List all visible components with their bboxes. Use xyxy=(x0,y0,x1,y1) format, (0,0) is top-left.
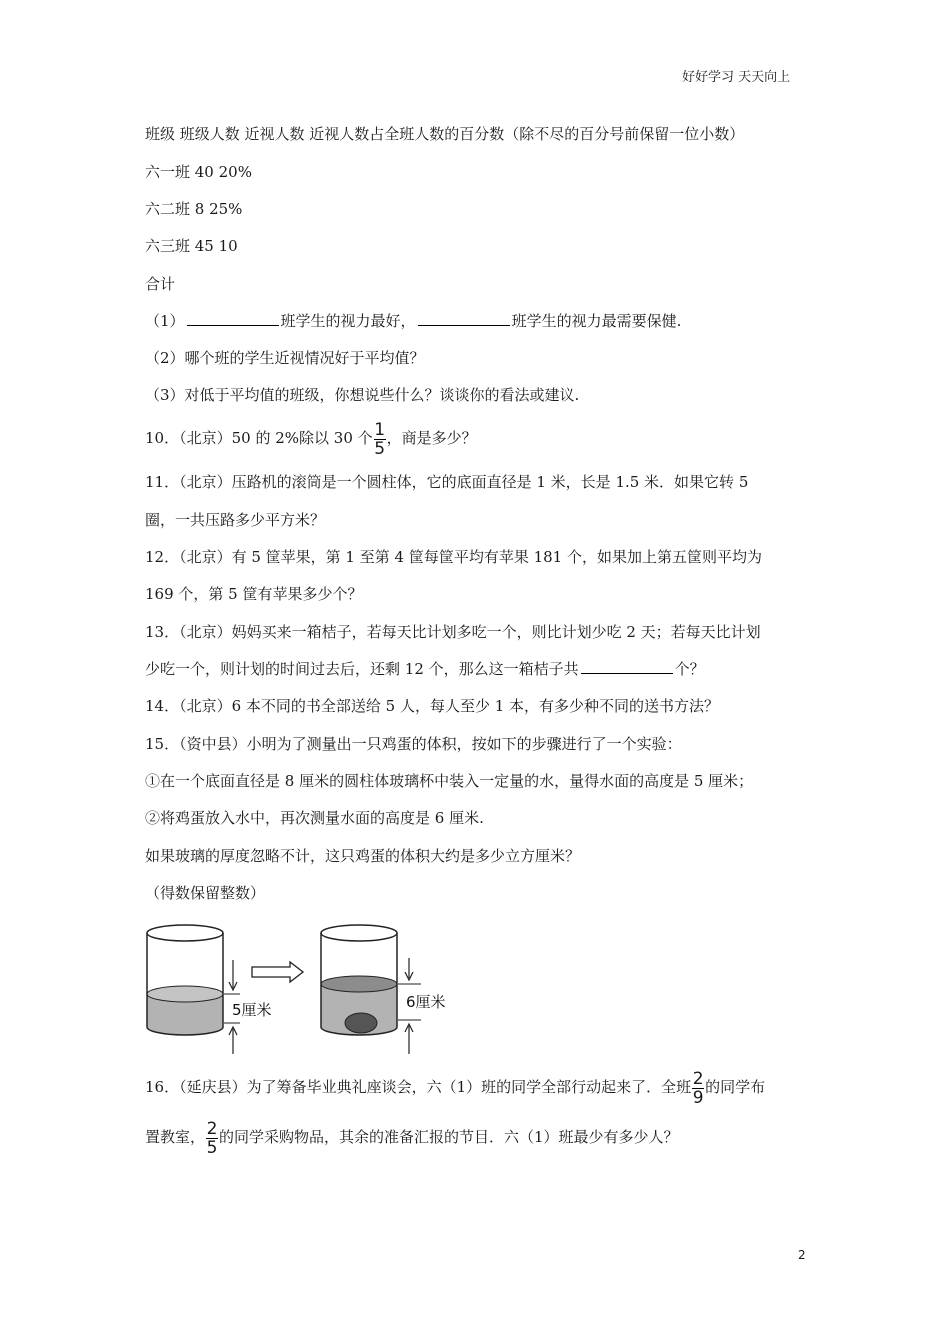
question-15-line2: ①在一个底面直径是 8 厘米的圆柱体玻璃杯中装入一定量的水，量得水面的高度是 5 厘米； xyxy=(145,772,754,790)
transition-arrow xyxy=(252,962,303,982)
table-header: 班级 班级人数 近视人数 近视人数占全班人数的百分数（除不尽的百分号前保留一位小数） xyxy=(145,125,745,143)
question-9-3: （3）对低于平均值的班级，你想说些什么？谈谈你的看法或建议. xyxy=(145,386,580,404)
fraction-denominator: 9 xyxy=(692,1087,704,1108)
table-row: 六一班 40 20% xyxy=(145,163,252,181)
question-13-line1: 13．（北京）妈妈买来一箱桔子，若每天比计划多吃一个，则比计划少吃 2 天；若每天比计划 xyxy=(145,623,761,641)
q16-text: 16．（延庆县）为了筹备毕业典礼座谈会，六（1）班的同学全部行动起来了．全班 xyxy=(145,1078,692,1096)
fraction-q16-b xyxy=(206,1118,218,1158)
cylinder-before xyxy=(147,925,223,1035)
fraction-denominator: 5 xyxy=(374,438,386,459)
question-14: 14．（北京）6 本不同的书全部送给 5 人，每人至少 1 本，有多少种不同的送书方法？ xyxy=(145,697,720,715)
question-13-line2 xyxy=(145,659,705,679)
question-9-2: （2）哪个班的学生近视情况好于平均值？ xyxy=(145,349,425,367)
fraction-numerator: 2 xyxy=(206,1118,218,1139)
q16-text-end: 的同学布 xyxy=(705,1078,766,1096)
page-header: 好好学习 天天向上 xyxy=(682,70,791,85)
cylinder-after xyxy=(321,925,397,1035)
q10-text-end: ，商是多少？ xyxy=(386,429,477,447)
question-15-line3: ②将鸡蛋放入水中，再次测量水面的高度是 6 厘米. xyxy=(145,809,484,827)
table-total: 合计 xyxy=(145,275,176,293)
question-16-line1 xyxy=(145,1067,765,1107)
answer-blank[interactable] xyxy=(187,311,279,326)
question-12-line2: 169 个，第 5 筐有苹果多少个？ xyxy=(145,585,363,603)
fraction-q10 xyxy=(374,419,386,459)
question-11-line2: 圈，一共压路多少平方米？ xyxy=(145,511,326,529)
fraction-numerator: 1 xyxy=(374,419,386,440)
question-15-line1: 15．（资中县）小明为了测量出一只鸡蛋的体积，按如下的步骤进行了一个实验： xyxy=(145,735,682,753)
question-11-line1: 11．（北京）压路机的滚筒是一个圆柱体，它的底面直径是 1 米，长是 1.5 米．如果它转 5 xyxy=(145,473,749,491)
q9-1-middle: 班学生的视力最好， xyxy=(280,312,416,330)
table-row: 六二班 8 25% xyxy=(145,200,243,218)
q16-text-2-end: 的同学采购物品，其余的准备汇报的节目．六（1）班最少有多少人？ xyxy=(219,1128,679,1146)
question-10 xyxy=(145,420,477,457)
q16-text-2: 置教室， xyxy=(145,1128,206,1146)
q9-1-suffix: 班学生的视力最需要保健. xyxy=(511,312,682,330)
question-15-line5: （得数保留整数） xyxy=(145,884,266,902)
q9-1-prefix: （1） xyxy=(145,312,185,330)
q13-text: 少吃一个，则计划的时间过去后，还剩 12 个，那么这一箱桔子共 xyxy=(145,660,579,678)
question-9-1 xyxy=(145,311,681,331)
question-15-line4: 如果玻璃的厚度忽略不计，这只鸡蛋的体积大约是多少立方厘米？ xyxy=(145,847,581,865)
page-number: 2 xyxy=(798,1248,806,1262)
q13-text-end: 个？ xyxy=(674,660,705,678)
answer-blank[interactable] xyxy=(418,311,510,326)
answer-blank[interactable] xyxy=(581,659,673,674)
egg-shape xyxy=(345,1013,377,1033)
cylinder-experiment-figure xyxy=(140,910,470,1064)
cylinder-diagram xyxy=(140,910,470,1060)
table-row: 六三班 45 10 xyxy=(145,237,238,255)
height-label-left: 5厘米 xyxy=(232,1001,272,1019)
fraction-numerator: 2 xyxy=(692,1068,704,1089)
fraction-denominator: 5 xyxy=(206,1137,218,1158)
question-12-line1: 12．（北京）有 5 筐苹果，第 1 至第 4 筐每筐平均有苹果 181 个，如果加上第五筐则平均为 xyxy=(145,548,762,566)
q10-text: 10．（北京）50 的 2%除以 30 个 xyxy=(145,429,373,447)
question-16-line2 xyxy=(145,1117,679,1157)
fraction-q16-a xyxy=(692,1068,704,1108)
height-label-right: 6厘米 xyxy=(406,993,446,1011)
